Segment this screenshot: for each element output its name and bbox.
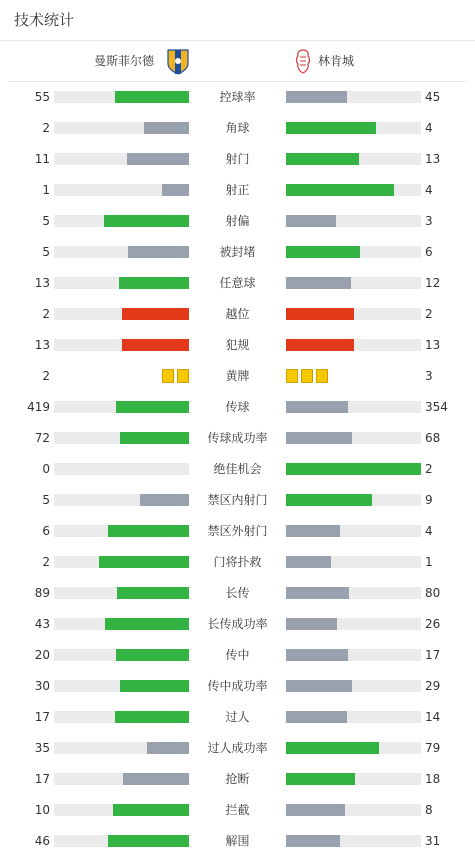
stat-row <box>0 423 475 454</box>
stat-label: 传球 <box>225 400 250 414</box>
away-stat-value: 8 <box>425 803 433 817</box>
away-stat-bar <box>286 494 421 506</box>
stat-label: 越位 <box>225 307 250 321</box>
away-team-logo[interactable] <box>294 48 312 75</box>
away-stat-value: 2 <box>425 307 433 321</box>
away-stat-value: 18 <box>425 772 441 786</box>
away-stat-bar <box>286 804 421 816</box>
away-stat-bar-fill <box>286 308 354 320</box>
home-yellow-cards <box>162 369 189 383</box>
away-stat-bar-fill <box>286 432 352 444</box>
home-stat-bar <box>54 804 189 816</box>
home-stat-value: 13 <box>34 276 50 290</box>
away-stat-bar-fill <box>286 339 354 351</box>
yellow-card-icon <box>177 369 189 383</box>
away-stat-value: 31 <box>425 834 441 848</box>
away-stat-value: 13 <box>425 152 441 166</box>
stat-row <box>0 826 475 857</box>
stat-label: 过人 <box>225 710 250 724</box>
away-stat-bar-fill <box>286 91 347 103</box>
away-stat-value: 1 <box>425 555 433 569</box>
away-stat-value: 6 <box>425 245 433 259</box>
away-stat-value: 9 <box>425 493 433 507</box>
stat-row <box>0 268 475 299</box>
away-stat-bar-fill <box>286 153 359 165</box>
stat-label: 任意球 <box>219 276 256 290</box>
stat-row <box>0 671 475 702</box>
home-stat-bar-fill <box>120 432 189 444</box>
away-stat-bar <box>286 835 421 847</box>
away-stat-value: 68 <box>425 431 441 445</box>
stat-row <box>0 454 475 485</box>
away-stat-bar <box>286 463 421 475</box>
yellow-card-icon <box>316 369 328 383</box>
away-stat-bar <box>286 525 421 537</box>
away-stat-bar-fill <box>286 618 337 630</box>
home-team-logo[interactable] <box>167 49 189 75</box>
home-stat-bar-fill <box>120 680 189 692</box>
away-stat-bar-fill <box>286 401 348 413</box>
home-stat-value: 2 <box>42 369 50 383</box>
away-stat-value: 29 <box>425 679 441 693</box>
home-stat-bar <box>54 401 189 413</box>
away-stat-bar <box>286 153 421 165</box>
away-stat-value: 14 <box>425 710 441 724</box>
away-stat-bar-fill <box>286 246 360 258</box>
home-stat-bar-fill <box>105 618 189 630</box>
home-stat-value: 30 <box>34 679 50 693</box>
stat-row <box>0 113 475 144</box>
home-stat-value: 20 <box>34 648 50 662</box>
home-stat-bar-fill <box>119 277 189 289</box>
stat-label: 传中成功率 <box>207 679 268 693</box>
home-stat-value: 13 <box>34 338 50 352</box>
home-stat-bar-fill <box>127 153 189 165</box>
stat-label: 抢断 <box>225 772 250 786</box>
home-stat-bar-fill <box>122 308 190 320</box>
away-stat-bar-fill <box>286 711 347 723</box>
away-stat-value: 3 <box>425 369 433 383</box>
stat-row <box>0 764 475 795</box>
stat-label: 犯规 <box>225 338 250 352</box>
home-stat-value: 89 <box>34 586 50 600</box>
away-stat-value: 26 <box>425 617 441 631</box>
stat-row <box>0 578 475 609</box>
home-stat-value: 11 <box>34 152 50 166</box>
stat-label: 解围 <box>225 834 250 848</box>
yellow-card-icon <box>162 369 174 383</box>
home-stat-value: 5 <box>42 493 50 507</box>
home-stat-bar-fill <box>147 742 189 754</box>
home-stat-bar <box>54 184 189 196</box>
away-stat-value: 4 <box>425 121 433 135</box>
home-stat-bar <box>54 556 189 568</box>
stat-row <box>0 516 475 547</box>
home-stat-bar <box>54 680 189 692</box>
stat-row <box>0 702 475 733</box>
home-stat-bar <box>54 432 189 444</box>
away-stat-bar <box>286 680 421 692</box>
away-stat-value: 79 <box>425 741 441 755</box>
away-stat-value: 17 <box>425 648 441 662</box>
away-stat-bar <box>286 184 421 196</box>
home-stat-bar-fill <box>104 215 189 227</box>
home-stat-value: 2 <box>42 307 50 321</box>
home-stat-bar <box>54 494 189 506</box>
stat-row <box>0 795 475 826</box>
away-stat-bar <box>286 215 421 227</box>
away-stat-bar <box>286 618 421 630</box>
home-stat-bar-fill <box>162 184 189 196</box>
yellow-card-icon <box>301 369 313 383</box>
stat-label: 控球率 <box>219 90 256 104</box>
away-stat-bar-fill <box>286 184 394 196</box>
stat-label: 黄牌 <box>225 369 250 383</box>
home-stat-bar-fill <box>140 494 189 506</box>
away-stat-bar-fill <box>286 277 351 289</box>
home-stat-bar <box>54 649 189 661</box>
away-stat-bar <box>286 122 421 134</box>
home-stat-bar-fill <box>113 804 189 816</box>
away-stat-bar-fill <box>286 463 421 475</box>
stat-row <box>0 733 475 764</box>
home-stat-value: 10 <box>34 803 50 817</box>
home-stat-bar <box>54 618 189 630</box>
away-stat-bar <box>286 339 421 351</box>
home-stat-bar <box>54 153 189 165</box>
away-stat-bar-fill <box>286 556 331 568</box>
away-stat-bar <box>286 246 421 258</box>
home-stat-bar <box>54 308 189 320</box>
stat-row <box>0 547 475 578</box>
home-stat-bar-fill <box>116 401 189 413</box>
stat-row <box>0 237 475 268</box>
home-stat-value: 72 <box>34 431 50 445</box>
home-stat-value: 17 <box>34 710 50 724</box>
home-stat-bar-fill <box>108 525 189 537</box>
teams-header <box>8 41 467 82</box>
home-stat-value: 46 <box>34 834 50 848</box>
away-stat-value: 3 <box>425 214 433 228</box>
away-stat-value: 4 <box>425 183 433 197</box>
stat-row <box>0 330 475 361</box>
home-stat-bar <box>54 711 189 723</box>
stat-label: 绝佳机会 <box>213 462 262 476</box>
home-stat-bar <box>54 277 189 289</box>
home-stat-bar <box>54 525 189 537</box>
away-stat-bar-fill <box>286 215 336 227</box>
away-stat-value: 80 <box>425 586 441 600</box>
away-stat-bar-fill <box>286 494 372 506</box>
home-stat-value: 5 <box>42 245 50 259</box>
away-stat-bar-fill <box>286 804 345 816</box>
home-stat-bar-fill <box>128 246 189 258</box>
stat-label: 射偏 <box>225 214 250 228</box>
home-team-name[interactable]: 曼斯菲尔德 <box>93 54 154 68</box>
away-stat-value: 4 <box>425 524 433 538</box>
yellow-card-icon <box>286 369 298 383</box>
stat-label: 传中 <box>225 648 250 662</box>
away-stat-bar <box>286 649 421 661</box>
stat-row <box>0 299 475 330</box>
home-stat-bar-fill <box>108 835 189 847</box>
stat-label: 拦截 <box>225 803 250 817</box>
away-stat-value: 45 <box>425 90 441 104</box>
stats-table <box>0 82 475 857</box>
home-stat-bar <box>54 122 189 134</box>
away-stat-bar-fill <box>286 525 340 537</box>
home-stat-bar <box>54 742 189 754</box>
away-stat-bar <box>286 308 421 320</box>
away-stat-bar <box>286 742 421 754</box>
stat-label: 射正 <box>225 183 250 197</box>
home-stat-value: 2 <box>42 121 50 135</box>
home-stat-bar <box>54 91 189 103</box>
home-stat-bar-fill <box>122 339 190 351</box>
home-stat-bar-fill <box>115 711 189 723</box>
home-stat-value: 17 <box>34 772 50 786</box>
stat-label: 射门 <box>225 152 250 166</box>
home-stat-bar-fill <box>116 649 189 661</box>
stat-label: 长传 <box>225 586 250 600</box>
away-team-name[interactable]: 林肯城 <box>318 54 355 68</box>
stat-label: 禁区外射门 <box>207 524 268 538</box>
home-stat-bar <box>54 587 189 599</box>
away-stat-value: 12 <box>425 276 441 290</box>
away-stat-value: 2 <box>425 462 433 476</box>
stat-label: 门将扑救 <box>213 555 262 569</box>
home-stat-bar <box>54 215 189 227</box>
home-stat-value: 2 <box>42 555 50 569</box>
away-stat-value: 354 <box>425 400 448 414</box>
stat-row <box>0 144 475 175</box>
stat-row <box>0 361 475 392</box>
home-stat-value: 1 <box>42 183 50 197</box>
away-stat-bar-fill <box>286 587 349 599</box>
away-stat-bar <box>286 556 421 568</box>
stat-row <box>0 392 475 423</box>
page-title: 技术统计 <box>14 11 75 29</box>
away-stat-bar-fill <box>286 122 376 134</box>
home-stat-bar <box>54 835 189 847</box>
home-stat-bar <box>54 339 189 351</box>
home-stat-bar <box>54 246 189 258</box>
away-stat-bar <box>286 91 421 103</box>
home-stat-bar <box>54 463 189 475</box>
stat-row <box>0 640 475 671</box>
stat-row <box>0 175 475 206</box>
home-stat-value: 0 <box>42 462 50 476</box>
home-stat-bar-fill <box>144 122 189 134</box>
away-stat-bar <box>286 773 421 785</box>
stat-row <box>0 485 475 516</box>
stat-label: 过人成功率 <box>207 741 268 755</box>
away-stat-bar <box>286 277 421 289</box>
stat-row <box>0 609 475 640</box>
away-stat-bar-fill <box>286 835 340 847</box>
stat-label: 传球成功率 <box>207 431 268 445</box>
home-stat-value: 55 <box>34 90 50 104</box>
stat-row <box>0 206 475 237</box>
away-stat-bar <box>286 587 421 599</box>
stat-label: 角球 <box>225 121 250 135</box>
away-stat-bar-fill <box>286 742 379 754</box>
home-stat-bar-fill <box>99 556 189 568</box>
home-stat-bar-fill <box>123 773 189 785</box>
home-stat-value: 419 <box>27 400 50 414</box>
home-stat-value: 6 <box>42 524 50 538</box>
stat-label: 被封堵 <box>219 245 256 259</box>
away-stat-bar-fill <box>286 680 352 692</box>
away-stat-bar-fill <box>286 649 348 661</box>
stat-label: 禁区内射门 <box>207 493 268 507</box>
home-stat-value: 43 <box>34 617 50 631</box>
home-stat-bar-fill <box>117 587 189 599</box>
away-stat-bar <box>286 401 421 413</box>
away-stat-bar <box>286 711 421 723</box>
home-stat-value: 5 <box>42 214 50 228</box>
stat-label: 长传成功率 <box>207 617 268 631</box>
stat-row <box>0 82 475 113</box>
home-stat-value: 35 <box>34 741 50 755</box>
away-stat-value: 13 <box>425 338 441 352</box>
home-stat-bar <box>54 773 189 785</box>
away-stat-bar <box>286 432 421 444</box>
away-stat-bar-fill <box>286 773 355 785</box>
home-stat-bar-fill <box>115 91 189 103</box>
away-yellow-cards <box>286 369 328 383</box>
